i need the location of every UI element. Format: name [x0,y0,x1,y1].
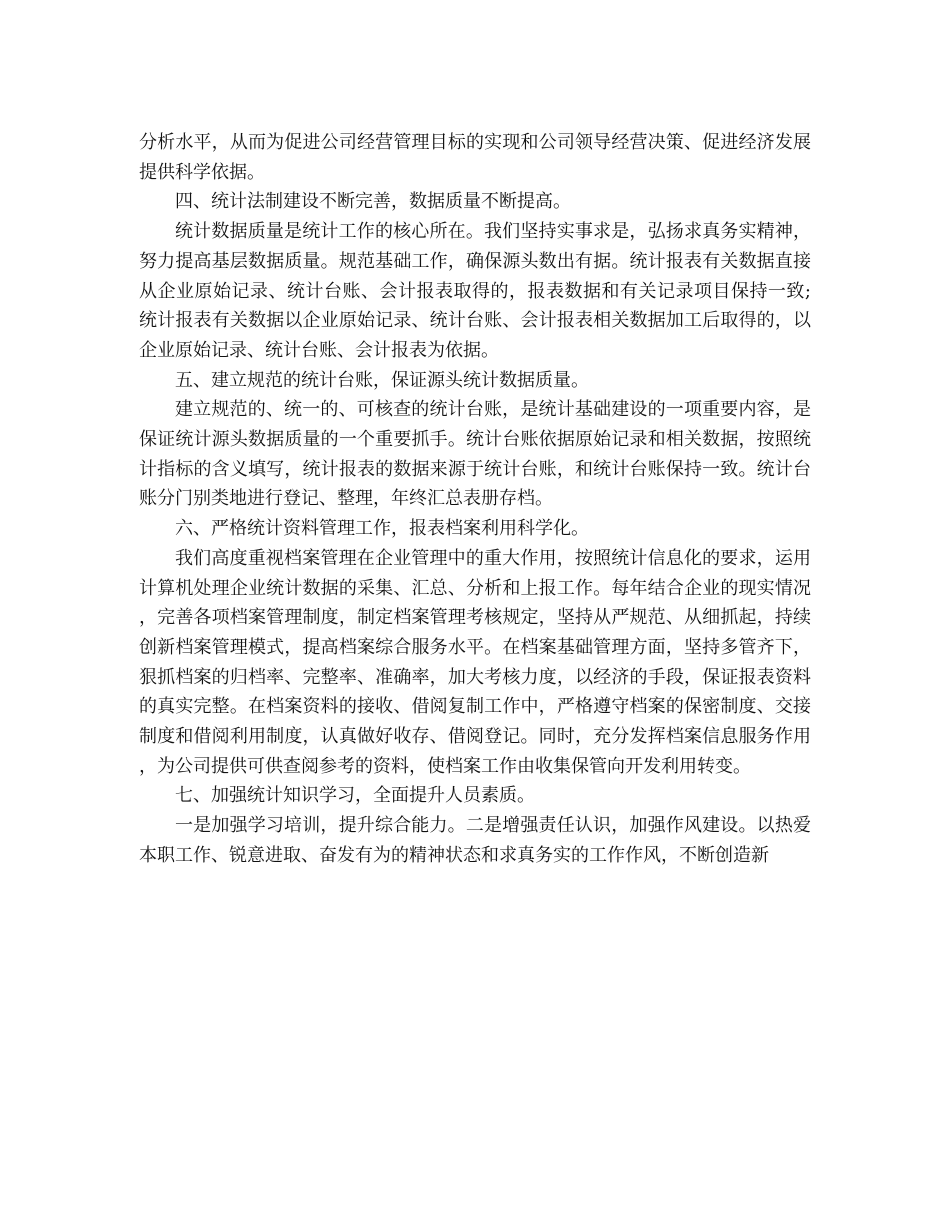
section-heading-7: 七、加强统计知识学习，全面提升人员素质。 [175,785,535,807]
section-heading-4: 四、统计法制建设不断完善，数据质量不断提高。 [175,191,571,213]
paragraph-archive-management: 我们高度重视档案管理在企业管理中的重大作用，按照统计信息化的要求，运用计算机处理企业统计数据的采集、汇总、分析和上报工作。每年结合企业的现实情况，完善各项档案管理制度，制定档案管理考核规定，坚持从严规范、从细抓起，持续创新档案管理模式，提高档案综合服务水平。在档案基础管理方面，坚持多管齐下，狠抓档案的归档率、完整率、准确率，加大考核力度，以经济的手段，保证报表资料的真实完整。在档案资料的接收、借阅复制工作中，严格遵守档案的保密制度、交接制度和借阅利用制度，认真做好收存、借阅登记。同时，充分发挥档案信息服务作用，为公司提供可供查阅参考的资料，使档案工作由收集保管向开发利用转变。 [139,547,811,777]
paragraph-continuation: 分析水平，从而为促进公司经营管理目标的实现和公司领导经营决策、促进经济发展提供科学依据。 [139,132,811,183]
section-heading-5: 五、建立规范的统计台账，保证源头统计数据质量。 [175,369,589,391]
paragraph-staff-training: 一是加强学习培训，提升综合能力。二是增强责任认识，加强作风建设。以热爱本职工作、锐意进取、奋发有为的精神状态和求真务实的工作作风，不断创造新 [139,815,811,866]
document-body [139,128,811,871]
section-heading-6: 六、严格统计资料管理工作，报表档案利用科学化。 [175,518,589,540]
paragraph-statistics-ledger: 建立规范的、统一的、可核查的统计台账，是统计基础建设的一项重要内容，是保证统计源头数据质量的一个重要抓手。统计台账依据原始记录和相关数据，按照统计指标的含义填写，统计报表的数据来源于统计台账，和统计台账保持一致。统计台账分门别类地进行登记、整理，年终汇总表册存档。 [139,399,811,510]
paragraph-data-quality: 统计数据质量是统计工作的核心所在。我们坚持实事求是，弘扬求真务实精神，努力提高基层数据质量。规范基础工作，确保源头数出有据。统计报表有关数据直接从企业原始记录、统计台账、会计报表取得的，报表数据和有关记录项目保持一致;统计报表有关数据以企业原始记录、统计台账、会计报表相关数据加工后取得的，以企业原始记录、统计台账、会计报表为依据。 [139,221,811,361]
